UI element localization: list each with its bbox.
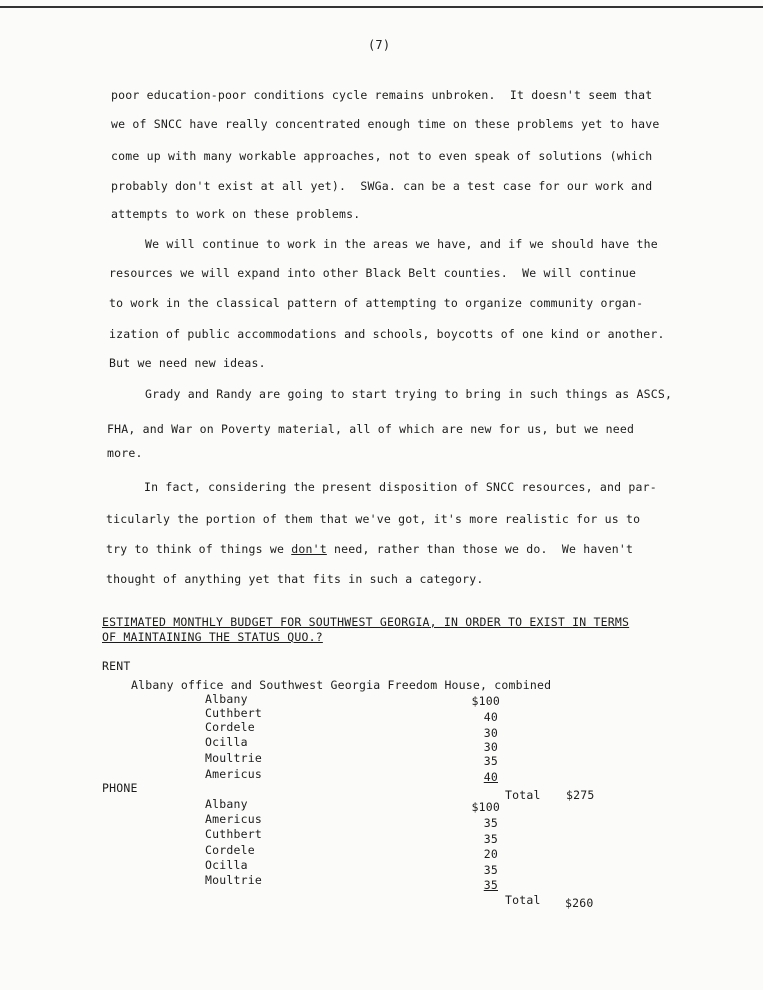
- underlined-word: don't: [291, 542, 327, 556]
- phone-item-name: Cordele: [205, 843, 255, 857]
- phone-item-amount: 35: [483, 863, 498, 877]
- rent-item-amount: 40: [483, 710, 498, 724]
- paragraph-4-line-3: [106, 542, 633, 556]
- paragraph-1-line-3: come up with many workable approaches, not to even speak of solutions (which: [111, 149, 653, 163]
- rent-item-name: Cuthbert: [205, 706, 262, 720]
- phone-total-value: $260: [565, 896, 594, 910]
- rent-item-amount: 40: [483, 770, 498, 784]
- rent-item-name: Albany: [205, 692, 248, 706]
- phone-item-name: Ocilla: [205, 858, 248, 872]
- rent-item-amount: 30: [483, 740, 498, 754]
- rent-subtitle: Albany office and Southwest Georgia Freedom House, combined: [131, 678, 552, 692]
- rent-item-amount: $100: [471, 694, 500, 708]
- paragraph-2-line-4: ization of public accommodations and schools, boycotts of one kind or another.: [109, 327, 665, 341]
- paragraph-2-line-5: But we need new ideas.: [109, 356, 266, 370]
- rent-item-amount: 35: [483, 754, 498, 768]
- paragraph-2-line-3: to work in the classical pattern of attempting to organize community organ-: [109, 296, 644, 310]
- paragraph-1-line-5: attempts to work on these problems.: [111, 207, 361, 221]
- paragraph-3-line-2: FHA, and War on Poverty material, all of which are new for us, but we need: [107, 422, 635, 436]
- paragraph-1-line-1: poor education-poor conditions cycle remains unbroken. It doesn't seem that: [111, 88, 653, 102]
- paragraph-4-line-1: In fact, considering the present disposition of SNCC resources, and par-: [144, 480, 657, 494]
- rent-item-name: Ocilla: [205, 735, 248, 749]
- paragraph-4-line-2: ticularly the portion of them that we've got, it's more realistic for us to: [106, 512, 641, 526]
- phone-label: PHONE: [102, 781, 138, 795]
- phone-item-amount: 20: [483, 847, 498, 861]
- phone-item-amount: 35: [483, 832, 498, 846]
- paragraph-3-line-1: Grady and Randy are going to start trying to bring in such things as ASCS,: [145, 387, 673, 401]
- paragraph-4-line-3-after: need, rather than those we do. We haven't: [326, 542, 634, 556]
- rent-label: RENT: [102, 659, 131, 673]
- phone-item-name: Albany: [205, 797, 248, 811]
- budget-heading-line-2: OF MAINTAINING THE STATUS QUO.?: [102, 630, 323, 644]
- paragraph-4-line-4: thought of anything yet that fits in such a category.: [106, 572, 484, 586]
- budget-heading-line-1: ESTIMATED MONTHLY BUDGET FOR SOUTHWEST GEORGIA, IN ORDER TO EXIST IN TERMS: [102, 615, 630, 629]
- page-top-border: [0, 6, 763, 8]
- rent-total-value: $275: [566, 788, 595, 802]
- phone-item-name: Americus: [205, 812, 262, 826]
- rent-item-name: Americus: [205, 767, 262, 781]
- phone-item-amount: 35: [483, 816, 498, 830]
- phone-item-name: Cuthbert: [205, 827, 262, 841]
- rent-item-amount: 30: [483, 726, 498, 740]
- paragraph-2-line-1: We will continue to work in the areas we have, and if we should have the: [145, 237, 658, 251]
- paragraph-3-line-3: more.: [107, 446, 143, 460]
- page-number: (7): [368, 38, 391, 52]
- paragraph-1-line-4: probably don't exist at all yet). SWGa. can be a test case for our work and: [111, 179, 653, 193]
- rent-item-name: Moultrie: [205, 751, 262, 765]
- phone-item-name: Moultrie: [205, 873, 262, 887]
- rent-total-label: Total: [505, 788, 541, 802]
- paragraph-1-line-2: we of SNCC have really concentrated enough time on these problems yet to have: [111, 117, 660, 131]
- phone-total-label: Total: [505, 893, 541, 907]
- phone-item-amount: 35: [483, 878, 498, 892]
- rent-item-name: Cordele: [205, 720, 255, 734]
- phone-item-amount: $100: [471, 800, 500, 814]
- paragraph-2-line-2: resources we will expand into other Black Belt counties. We will continue: [109, 266, 637, 280]
- paragraph-4-line-3-before: try to think of things we: [106, 542, 292, 556]
